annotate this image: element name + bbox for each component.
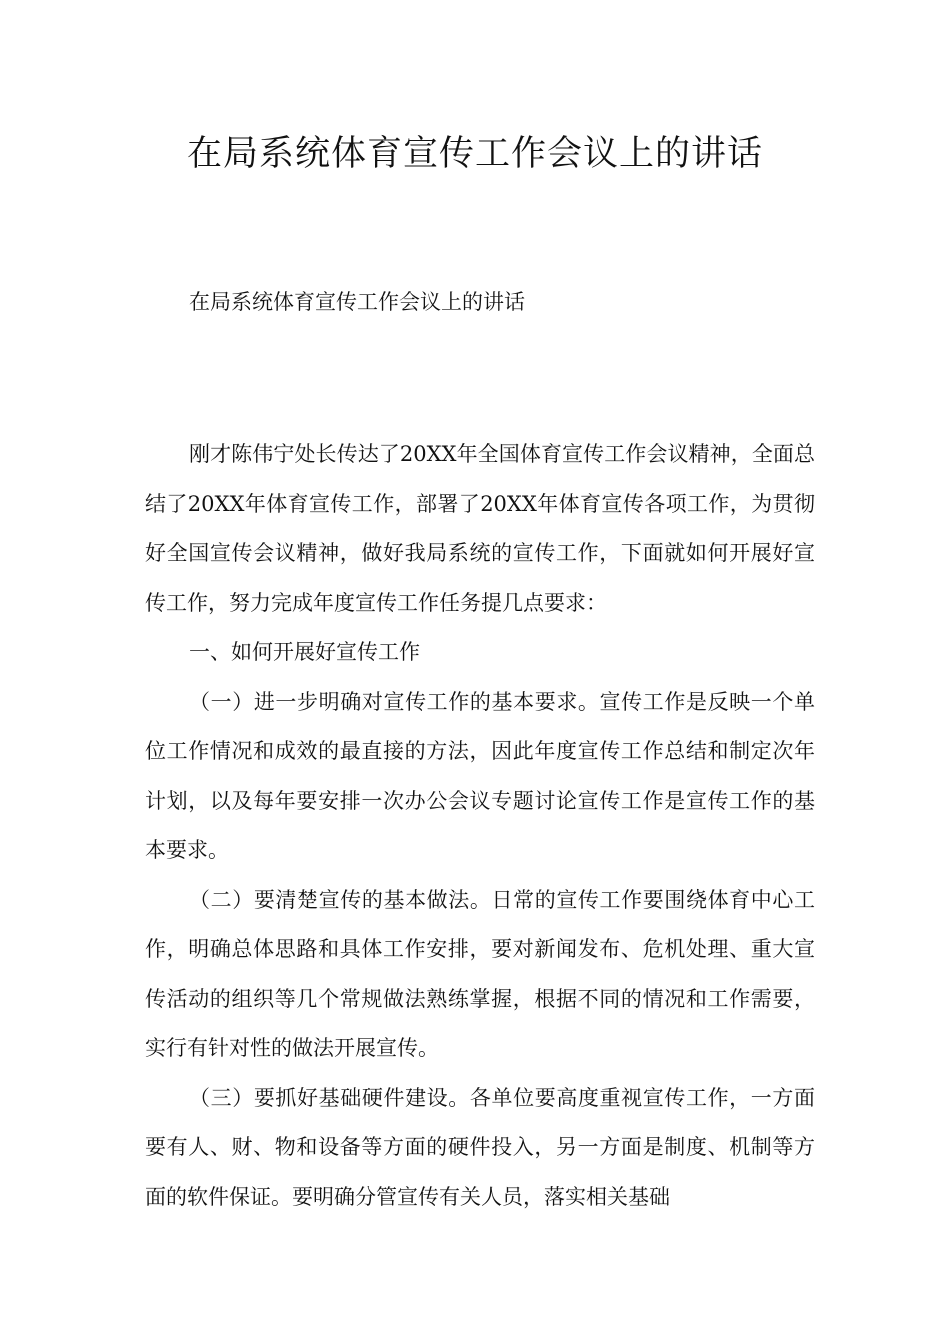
document-subtitle: 在局系统体育宣传工作会议上的讲话: [189, 290, 525, 314]
document-title: 在局系统体育宣传工作会议上的讲话: [186, 134, 763, 174]
paragraph-intro: 刚才陈伟宁处长传达了20XX年全国体育宣传工作会议精神，全面总结了20XX年体育宣传工作，部署了20XX年体育宣传各项工作，为贯彻好全国宣传会议精神，做好我局系统的宣传工作，下面就如何开展好宣传工作，努力完成年度宣传工作任务提几点要求：: [145, 442, 815, 615]
paragraph-item-1: （一）进一步明确对宣传工作的基本要求。宣传工作是反映一个单位工作情况和成效的最直接的方法，因此年度宣传工作总结和制定次年计划，以及每年要安排一次办公会议专题讨论宣传工作是宣传工作的基本要求。: [145, 689, 815, 862]
paragraph-item-3: （三）要抓好基础硬件建设。各单位要高度重视宣传工作，一方面要有人、财、物和设备等方面的硬件投入，另一方面是制度、机制等方面的软件保证。要明确分管宣传有关人员，落实相关基础: [145, 1085, 815, 1209]
document-body: [145, 430, 815, 1222]
section-heading-1: 一、如何开展好宣传工作: [189, 640, 420, 664]
paragraph-item-2: （二）要清楚宣传的基本做法。日常的宣传工作要围绕体育中心工作，明确总体思路和具体工作安排，要对新闻发布、危机处理、重大宣传活动的组织等几个常规做法熟练掌握，根据不同的情况和工作需要，实行有针对性的做法开展宣传。: [145, 887, 815, 1060]
